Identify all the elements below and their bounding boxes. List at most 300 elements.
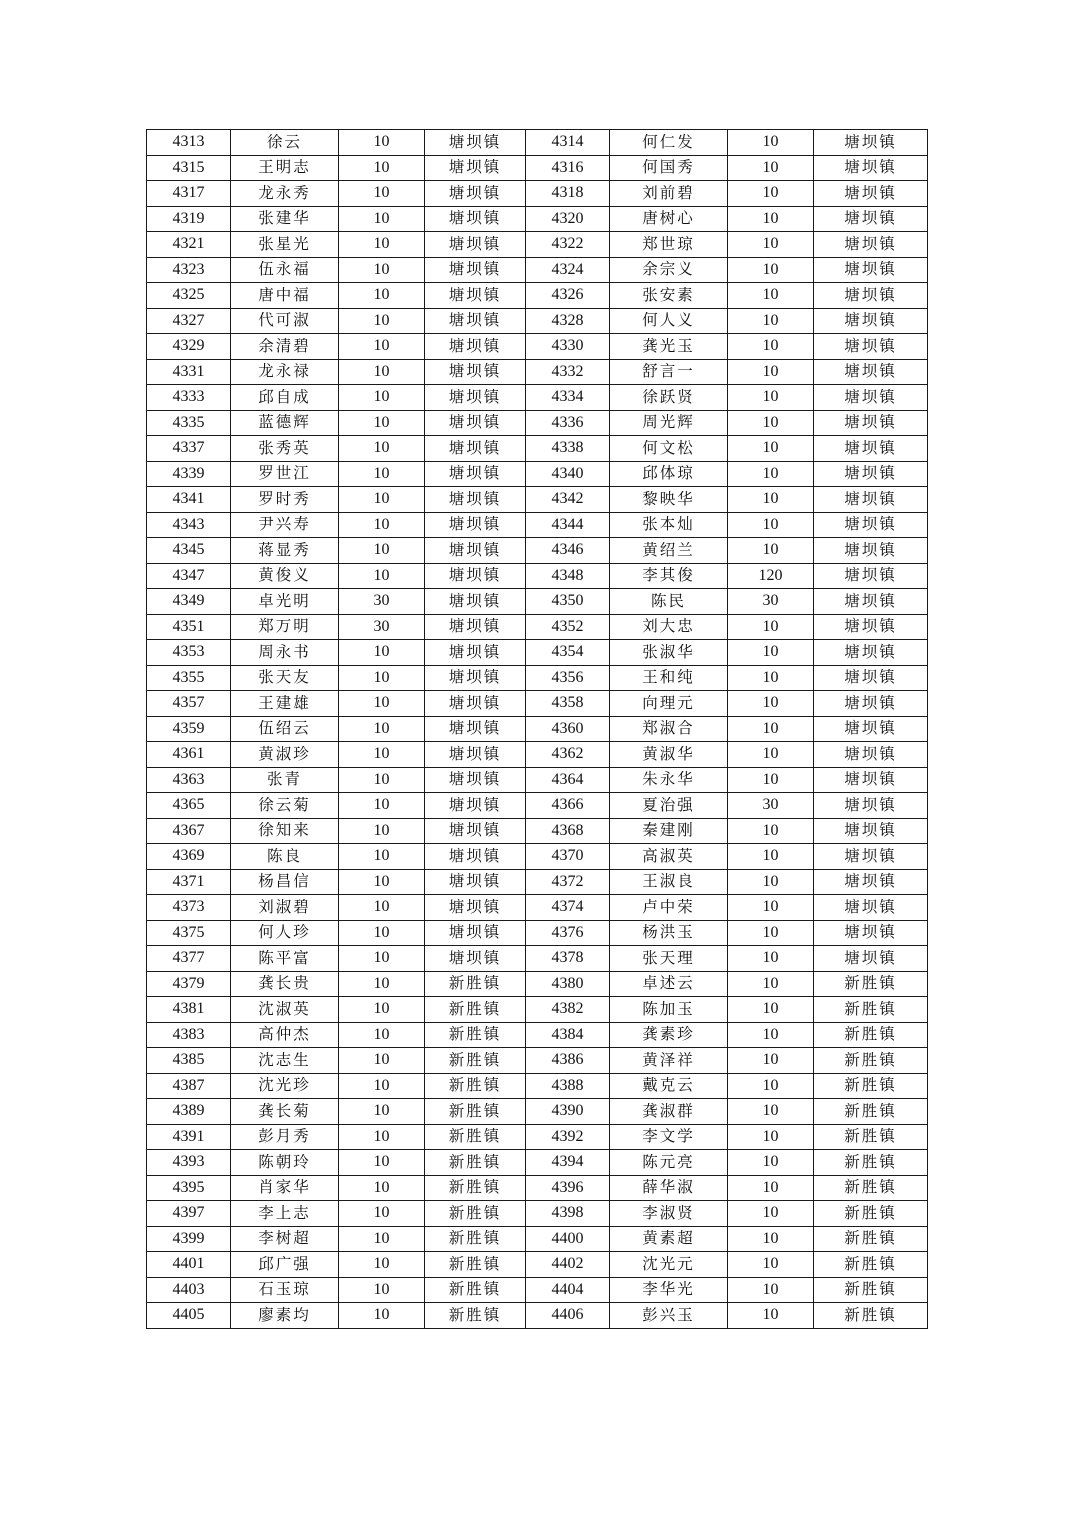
table-row — [147, 206, 928, 232]
person-name-cell: 舒言一 — [610, 359, 728, 385]
amount-cell: 10 — [728, 869, 814, 895]
entry-number-cell: 4376 — [526, 920, 610, 946]
person-name-cell: 刘淑碧 — [231, 895, 339, 921]
person-name-cell: 向理元 — [610, 691, 728, 717]
person-name-cell: 王建雄 — [231, 691, 339, 717]
entry-number-cell: 4342 — [526, 487, 610, 513]
person-name-cell: 张安素 — [610, 283, 728, 309]
town-cell: 塘坝镇 — [425, 334, 526, 360]
town-cell: 塘坝镇 — [425, 283, 526, 309]
entry-number-cell: 4327 — [147, 308, 231, 334]
entry-number-cell: 4384 — [526, 1022, 610, 1048]
amount-cell: 10 — [339, 1048, 425, 1074]
town-cell: 塘坝镇 — [814, 563, 928, 589]
table-row — [147, 614, 928, 640]
town-cell: 新胜镇 — [425, 997, 526, 1023]
town-cell: 新胜镇 — [814, 1048, 928, 1074]
table-row — [147, 1022, 928, 1048]
town-cell: 塘坝镇 — [425, 461, 526, 487]
entry-number-cell: 4357 — [147, 691, 231, 717]
amount-cell: 10 — [339, 130, 425, 156]
person-name-cell: 刘前碧 — [610, 181, 728, 207]
person-name-cell: 陈民 — [610, 589, 728, 615]
entry-number-cell: 4322 — [526, 232, 610, 258]
town-cell: 塘坝镇 — [814, 283, 928, 309]
entry-number-cell: 4316 — [526, 155, 610, 181]
entry-number-cell: 4325 — [147, 283, 231, 309]
amount-cell: 10 — [339, 206, 425, 232]
person-name-cell: 李上志 — [231, 1201, 339, 1227]
town-cell: 新胜镇 — [425, 1150, 526, 1176]
town-cell: 新胜镇 — [425, 1022, 526, 1048]
entry-number-cell: 4341 — [147, 487, 231, 513]
person-name-cell: 高仲杰 — [231, 1022, 339, 1048]
amount-cell: 10 — [339, 742, 425, 768]
amount-cell: 10 — [339, 869, 425, 895]
town-cell: 塘坝镇 — [814, 920, 928, 946]
town-cell: 塘坝镇 — [425, 920, 526, 946]
entry-number-cell: 4337 — [147, 436, 231, 462]
amount-cell: 10 — [339, 665, 425, 691]
town-cell: 塘坝镇 — [814, 869, 928, 895]
entry-number-cell: 4362 — [526, 742, 610, 768]
town-cell: 塘坝镇 — [814, 410, 928, 436]
entry-number-cell: 4401 — [147, 1252, 231, 1278]
person-name-cell: 卓述云 — [610, 971, 728, 997]
person-name-cell: 张星光 — [231, 232, 339, 258]
amount-cell: 10 — [728, 1048, 814, 1074]
person-name-cell: 郑淑合 — [610, 716, 728, 742]
entry-number-cell: 4323 — [147, 257, 231, 283]
amount-cell: 10 — [728, 844, 814, 870]
town-cell: 塘坝镇 — [425, 155, 526, 181]
amount-cell: 10 — [339, 359, 425, 385]
amount-cell: 30 — [339, 589, 425, 615]
entry-number-cell: 4360 — [526, 716, 610, 742]
entry-number-cell: 4398 — [526, 1201, 610, 1227]
entry-number-cell: 4372 — [526, 869, 610, 895]
town-cell: 新胜镇 — [814, 997, 928, 1023]
amount-cell: 10 — [728, 410, 814, 436]
town-cell: 塘坝镇 — [814, 844, 928, 870]
town-cell: 塘坝镇 — [425, 410, 526, 436]
town-cell: 新胜镇 — [814, 1277, 928, 1303]
person-name-cell: 代可淑 — [231, 308, 339, 334]
person-name-cell: 周光辉 — [610, 410, 728, 436]
entry-number-cell: 4404 — [526, 1277, 610, 1303]
amount-cell: 10 — [728, 1201, 814, 1227]
table-row — [147, 487, 928, 513]
person-name-cell: 卢中荣 — [610, 895, 728, 921]
entry-number-cell: 4394 — [526, 1150, 610, 1176]
amount-cell: 10 — [728, 1073, 814, 1099]
entry-number-cell: 4397 — [147, 1201, 231, 1227]
entry-number-cell: 4382 — [526, 997, 610, 1023]
person-name-cell: 沈淑英 — [231, 997, 339, 1023]
amount-cell: 10 — [339, 487, 425, 513]
amount-cell: 10 — [339, 283, 425, 309]
amount-cell: 10 — [339, 563, 425, 589]
town-cell: 塘坝镇 — [814, 359, 928, 385]
town-cell: 塘坝镇 — [814, 538, 928, 564]
town-cell: 塘坝镇 — [425, 589, 526, 615]
town-cell: 塘坝镇 — [814, 206, 928, 232]
person-name-cell: 蓝德辉 — [231, 410, 339, 436]
table-row — [147, 512, 928, 538]
person-name-cell: 罗时秀 — [231, 487, 339, 513]
amount-cell: 10 — [728, 1099, 814, 1125]
table-row — [147, 665, 928, 691]
amount-cell: 10 — [339, 334, 425, 360]
person-name-cell: 蒋显秀 — [231, 538, 339, 564]
town-cell: 塘坝镇 — [425, 818, 526, 844]
table-row — [147, 818, 928, 844]
amount-cell: 10 — [339, 946, 425, 972]
person-name-cell: 夏治强 — [610, 793, 728, 819]
person-name-cell: 陈平富 — [231, 946, 339, 972]
amount-cell: 10 — [728, 436, 814, 462]
person-name-cell: 黄素超 — [610, 1226, 728, 1252]
amount-cell: 10 — [339, 1277, 425, 1303]
town-cell: 塘坝镇 — [814, 614, 928, 640]
person-name-cell: 李淑贤 — [610, 1201, 728, 1227]
amount-cell: 30 — [728, 589, 814, 615]
amount-cell: 10 — [728, 283, 814, 309]
amount-cell: 10 — [728, 130, 814, 156]
entry-number-cell: 4387 — [147, 1073, 231, 1099]
table-row — [147, 793, 928, 819]
table-row — [147, 1124, 928, 1150]
person-name-cell: 何人珍 — [231, 920, 339, 946]
person-name-cell: 张本灿 — [610, 512, 728, 538]
amount-cell: 10 — [339, 1252, 425, 1278]
entry-number-cell: 4336 — [526, 410, 610, 436]
entry-number-cell: 4375 — [147, 920, 231, 946]
table-row — [147, 869, 928, 895]
town-cell: 塘坝镇 — [425, 716, 526, 742]
table-row — [147, 971, 928, 997]
amount-cell: 10 — [728, 691, 814, 717]
person-name-cell: 陈加玉 — [610, 997, 728, 1023]
amount-cell: 10 — [339, 1124, 425, 1150]
entry-number-cell: 4366 — [526, 793, 610, 819]
person-name-cell: 邱体琼 — [610, 461, 728, 487]
town-cell: 塘坝镇 — [425, 181, 526, 207]
town-cell: 新胜镇 — [814, 1150, 928, 1176]
entry-number-cell: 4335 — [147, 410, 231, 436]
person-name-cell: 陈朝玲 — [231, 1150, 339, 1176]
person-name-cell: 唐中福 — [231, 283, 339, 309]
amount-cell: 10 — [339, 716, 425, 742]
town-cell: 新胜镇 — [425, 1226, 526, 1252]
person-name-cell: 李树超 — [231, 1226, 339, 1252]
town-cell: 塘坝镇 — [425, 563, 526, 589]
entry-number-cell: 4378 — [526, 946, 610, 972]
table-row — [147, 1048, 928, 1074]
town-cell: 塘坝镇 — [425, 691, 526, 717]
person-name-cell: 廖素均 — [231, 1303, 339, 1329]
town-cell: 塘坝镇 — [814, 742, 928, 768]
person-name-cell: 何文松 — [610, 436, 728, 462]
amount-cell: 10 — [728, 461, 814, 487]
town-cell: 塘坝镇 — [425, 869, 526, 895]
amount-cell: 10 — [728, 206, 814, 232]
person-name-cell: 何国秀 — [610, 155, 728, 181]
amount-cell: 10 — [728, 1303, 814, 1329]
person-name-cell: 尹兴寿 — [231, 512, 339, 538]
town-cell: 塘坝镇 — [425, 257, 526, 283]
entry-number-cell: 4371 — [147, 869, 231, 895]
person-name-cell: 戴克云 — [610, 1073, 728, 1099]
town-cell: 塘坝镇 — [814, 946, 928, 972]
town-cell: 新胜镇 — [425, 1277, 526, 1303]
entry-number-cell: 4400 — [526, 1226, 610, 1252]
person-name-cell: 张淑华 — [610, 640, 728, 666]
amount-cell: 10 — [339, 640, 425, 666]
person-name-cell: 彭兴玉 — [610, 1303, 728, 1329]
person-name-cell: 沈光珍 — [231, 1073, 339, 1099]
table-row — [147, 997, 928, 1023]
table-row — [147, 283, 928, 309]
amount-cell: 10 — [728, 538, 814, 564]
amount-cell: 10 — [728, 512, 814, 538]
person-name-cell: 陈良 — [231, 844, 339, 870]
town-cell: 塘坝镇 — [814, 716, 928, 742]
table-row — [147, 895, 928, 921]
town-cell: 塘坝镇 — [425, 538, 526, 564]
entry-number-cell: 4348 — [526, 563, 610, 589]
amount-cell: 120 — [728, 563, 814, 589]
amount-cell: 10 — [339, 1150, 425, 1176]
town-cell: 新胜镇 — [814, 1252, 928, 1278]
town-cell: 塘坝镇 — [425, 895, 526, 921]
table-row — [147, 334, 928, 360]
entry-number-cell: 4338 — [526, 436, 610, 462]
amount-cell: 10 — [339, 232, 425, 258]
town-cell: 新胜镇 — [425, 1175, 526, 1201]
entry-number-cell: 4349 — [147, 589, 231, 615]
amount-cell: 30 — [339, 614, 425, 640]
entry-number-cell: 4391 — [147, 1124, 231, 1150]
entry-number-cell: 4355 — [147, 665, 231, 691]
entry-number-cell: 4369 — [147, 844, 231, 870]
town-cell: 新胜镇 — [814, 1201, 928, 1227]
entry-number-cell: 4319 — [147, 206, 231, 232]
person-name-cell: 何人义 — [610, 308, 728, 334]
town-cell: 塘坝镇 — [425, 232, 526, 258]
town-cell: 塘坝镇 — [814, 767, 928, 793]
entry-number-cell: 4315 — [147, 155, 231, 181]
entry-number-cell: 4359 — [147, 716, 231, 742]
person-name-cell: 陈元亮 — [610, 1150, 728, 1176]
person-name-cell: 刘大忠 — [610, 614, 728, 640]
person-name-cell: 黄淑华 — [610, 742, 728, 768]
table-row — [147, 181, 928, 207]
amount-cell: 10 — [728, 818, 814, 844]
person-name-cell: 王和纯 — [610, 665, 728, 691]
entry-number-cell: 4332 — [526, 359, 610, 385]
person-name-cell: 张建华 — [231, 206, 339, 232]
amount-cell: 10 — [339, 1175, 425, 1201]
entry-number-cell: 4350 — [526, 589, 610, 615]
entry-number-cell: 4405 — [147, 1303, 231, 1329]
town-cell: 新胜镇 — [425, 1201, 526, 1227]
town-cell: 塘坝镇 — [425, 767, 526, 793]
town-cell: 塘坝镇 — [814, 793, 928, 819]
entry-number-cell: 4386 — [526, 1048, 610, 1074]
person-name-cell: 王明志 — [231, 155, 339, 181]
town-cell: 塘坝镇 — [425, 665, 526, 691]
town-cell: 塘坝镇 — [425, 844, 526, 870]
entry-number-cell: 4377 — [147, 946, 231, 972]
amount-cell: 10 — [728, 487, 814, 513]
town-cell: 塘坝镇 — [425, 793, 526, 819]
town-cell: 新胜镇 — [814, 1303, 928, 1329]
town-cell: 塘坝镇 — [814, 232, 928, 258]
amount-cell: 10 — [728, 1226, 814, 1252]
town-cell: 塘坝镇 — [814, 487, 928, 513]
person-name-cell: 薛华淑 — [610, 1175, 728, 1201]
entry-number-cell: 4389 — [147, 1099, 231, 1125]
table-row — [147, 946, 928, 972]
amount-cell: 10 — [728, 257, 814, 283]
town-cell: 塘坝镇 — [425, 742, 526, 768]
town-cell: 塘坝镇 — [814, 155, 928, 181]
entry-number-cell: 4351 — [147, 614, 231, 640]
town-cell: 塘坝镇 — [814, 895, 928, 921]
person-name-cell: 余清碧 — [231, 334, 339, 360]
amount-cell: 10 — [728, 1124, 814, 1150]
entry-number-cell: 4367 — [147, 818, 231, 844]
amount-cell: 10 — [728, 1175, 814, 1201]
entry-number-cell: 4317 — [147, 181, 231, 207]
entry-number-cell: 4343 — [147, 512, 231, 538]
person-name-cell: 徐跃贤 — [610, 385, 728, 411]
amount-cell: 10 — [728, 997, 814, 1023]
town-cell: 塘坝镇 — [814, 818, 928, 844]
entry-number-cell: 4365 — [147, 793, 231, 819]
amount-cell: 10 — [728, 614, 814, 640]
town-cell: 新胜镇 — [425, 1124, 526, 1150]
person-name-cell: 罗世江 — [231, 461, 339, 487]
town-cell: 塘坝镇 — [425, 512, 526, 538]
entry-number-cell: 4352 — [526, 614, 610, 640]
town-cell: 塘坝镇 — [814, 308, 928, 334]
amount-cell: 10 — [339, 895, 425, 921]
table-row — [147, 589, 928, 615]
entry-number-cell: 4403 — [147, 1277, 231, 1303]
table-row — [147, 385, 928, 411]
town-cell: 塘坝镇 — [814, 640, 928, 666]
amount-cell: 10 — [728, 971, 814, 997]
table-row — [147, 155, 928, 181]
town-cell: 新胜镇 — [814, 1099, 928, 1125]
entry-number-cell: 4339 — [147, 461, 231, 487]
entry-number-cell: 4388 — [526, 1073, 610, 1099]
entry-number-cell: 4373 — [147, 895, 231, 921]
table-row — [147, 716, 928, 742]
entry-number-cell: 4318 — [526, 181, 610, 207]
amount-cell: 10 — [728, 767, 814, 793]
amount-cell: 10 — [728, 308, 814, 334]
amount-cell: 10 — [339, 920, 425, 946]
town-cell: 塘坝镇 — [814, 665, 928, 691]
person-name-cell: 黄绍兰 — [610, 538, 728, 564]
amount-cell: 10 — [728, 1252, 814, 1278]
amount-cell: 10 — [339, 1303, 425, 1329]
amount-cell: 10 — [339, 308, 425, 334]
town-cell: 塘坝镇 — [425, 436, 526, 462]
town-cell: 塘坝镇 — [814, 589, 928, 615]
person-name-cell: 张青 — [231, 767, 339, 793]
entry-number-cell: 4402 — [526, 1252, 610, 1278]
person-name-cell: 沈志生 — [231, 1048, 339, 1074]
amount-cell: 10 — [339, 844, 425, 870]
amount-cell: 10 — [339, 410, 425, 436]
person-name-cell: 李文学 — [610, 1124, 728, 1150]
table-row — [147, 691, 928, 717]
person-name-cell: 邱自成 — [231, 385, 339, 411]
person-name-cell: 沈光元 — [610, 1252, 728, 1278]
amount-cell: 10 — [339, 818, 425, 844]
entry-number-cell: 4328 — [526, 308, 610, 334]
person-name-cell: 秦建刚 — [610, 818, 728, 844]
town-cell: 新胜镇 — [425, 1252, 526, 1278]
entry-number-cell: 4368 — [526, 818, 610, 844]
amount-cell: 10 — [728, 334, 814, 360]
amount-cell: 10 — [728, 1277, 814, 1303]
town-cell: 新胜镇 — [425, 1073, 526, 1099]
town-cell: 塘坝镇 — [425, 206, 526, 232]
town-cell: 塘坝镇 — [814, 436, 928, 462]
table-row — [147, 1277, 928, 1303]
entry-number-cell: 4385 — [147, 1048, 231, 1074]
town-cell: 塘坝镇 — [425, 487, 526, 513]
person-name-cell: 张秀英 — [231, 436, 339, 462]
person-name-cell: 彭月秀 — [231, 1124, 339, 1150]
entry-number-cell: 4321 — [147, 232, 231, 258]
person-name-cell: 黄俊义 — [231, 563, 339, 589]
entry-number-cell: 4383 — [147, 1022, 231, 1048]
amount-cell: 10 — [339, 512, 425, 538]
person-name-cell: 余宗义 — [610, 257, 728, 283]
amount-cell: 10 — [339, 181, 425, 207]
town-cell: 塘坝镇 — [814, 334, 928, 360]
table-row — [147, 436, 928, 462]
person-name-cell: 龚长菊 — [231, 1099, 339, 1125]
table-row — [147, 461, 928, 487]
town-cell: 塘坝镇 — [425, 130, 526, 156]
entry-number-cell: 4333 — [147, 385, 231, 411]
amount-cell: 10 — [728, 155, 814, 181]
person-name-cell: 龙永禄 — [231, 359, 339, 385]
table-row — [147, 1201, 928, 1227]
table-row — [147, 359, 928, 385]
amount-cell: 10 — [728, 232, 814, 258]
table-row — [147, 232, 928, 258]
roster-table — [146, 129, 928, 1329]
amount-cell: 10 — [339, 436, 425, 462]
entry-number-cell: 4399 — [147, 1226, 231, 1252]
amount-cell: 10 — [339, 1099, 425, 1125]
town-cell: 塘坝镇 — [814, 130, 928, 156]
town-cell: 新胜镇 — [814, 971, 928, 997]
town-cell: 塘坝镇 — [814, 512, 928, 538]
person-name-cell: 石玉琼 — [231, 1277, 339, 1303]
person-name-cell: 李华光 — [610, 1277, 728, 1303]
entry-number-cell: 4331 — [147, 359, 231, 385]
entry-number-cell: 4345 — [147, 538, 231, 564]
